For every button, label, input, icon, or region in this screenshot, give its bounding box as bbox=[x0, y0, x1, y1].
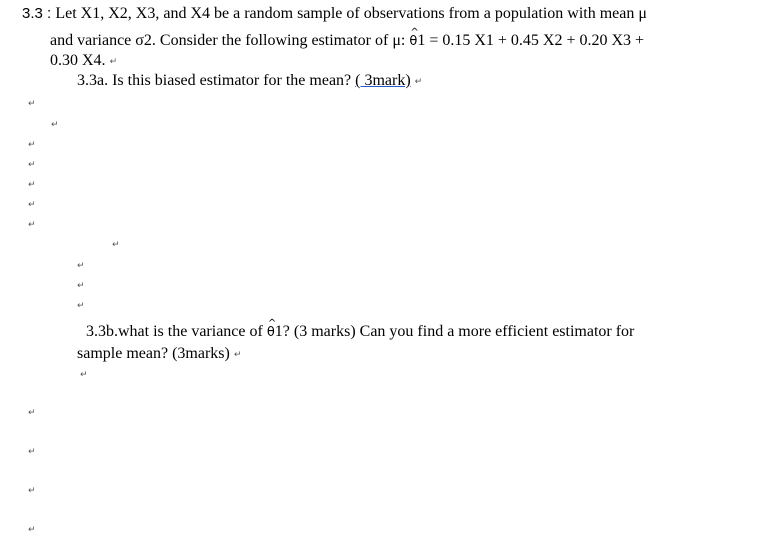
estimator-text: and variance σ2. Consider the following estimator of μ: bbox=[50, 32, 410, 49]
paragraph-mark: ↵ bbox=[233, 350, 242, 360]
theta-hat-symbol: ^ θ bbox=[267, 323, 275, 343]
question-3-3-line-1 bbox=[22, 4, 647, 24]
paragraph-mark: ↵ bbox=[28, 200, 36, 210]
question-3-3b-text: 3.3b.what is the variance of bbox=[86, 323, 267, 340]
paragraph-mark: ↵ bbox=[28, 486, 36, 496]
paragraph-mark: ↵ bbox=[77, 301, 85, 311]
question-text-cont: tions from a population with mean μ bbox=[413, 5, 647, 22]
paragraph-mark: ↵ bbox=[414, 77, 423, 87]
paragraph-mark: ↵ bbox=[28, 408, 36, 418]
paragraph-mark: ↵ bbox=[80, 370, 88, 380]
paragraph-mark: ↵ bbox=[28, 160, 36, 170]
theta-hat-symbol: ^ θ bbox=[409, 32, 417, 52]
question-3-3a bbox=[77, 71, 422, 92]
paragraph-mark: ↵ bbox=[109, 57, 118, 67]
estimator-formula-end: 0.30 X4. bbox=[50, 52, 106, 69]
question-3-3-line-2 bbox=[50, 31, 644, 52]
question-3-3b-text-cont: 1? (3 marks) Can you find a more efficient estimator for bbox=[274, 323, 635, 340]
question-number: 3.3 : bbox=[22, 5, 56, 22]
paragraph-mark: ↵ bbox=[28, 180, 36, 190]
question-3-3a-marks: ( 3mark) bbox=[355, 72, 411, 89]
question-3-3a-text: 3.3a. Is this biased estimator for the mean? bbox=[77, 72, 356, 89]
paragraph-mark: ↵ bbox=[77, 261, 85, 271]
question-3-3b-text-end: sample mean? (3marks) bbox=[77, 345, 230, 362]
paragraph-mark: ↵ bbox=[77, 281, 85, 291]
paragraph-mark: ↵ bbox=[28, 525, 36, 535]
paragraph-mark: ↵ bbox=[51, 120, 59, 130]
estimator-formula: 1 = 0.15 X1 + 0.45 X2 + 0.20 X3 + bbox=[417, 32, 645, 49]
paragraph-mark: ↵ bbox=[28, 220, 36, 230]
question-3-3-line-3 bbox=[50, 51, 117, 72]
paragraph-mark: ↵ bbox=[28, 99, 36, 109]
question-3-3b-line-2 bbox=[77, 344, 241, 365]
question-text: Let X1, X2, X3, and X4 be a random sample of observ bbox=[55, 5, 407, 22]
paragraph-mark: ↵ bbox=[112, 240, 120, 250]
paragraph-mark: ↵ bbox=[28, 140, 36, 150]
paragraph-mark: ↵ bbox=[28, 447, 36, 457]
hat-letter: ^ a bbox=[406, 4, 413, 24]
question-3-3b-line-1 bbox=[86, 322, 634, 343]
